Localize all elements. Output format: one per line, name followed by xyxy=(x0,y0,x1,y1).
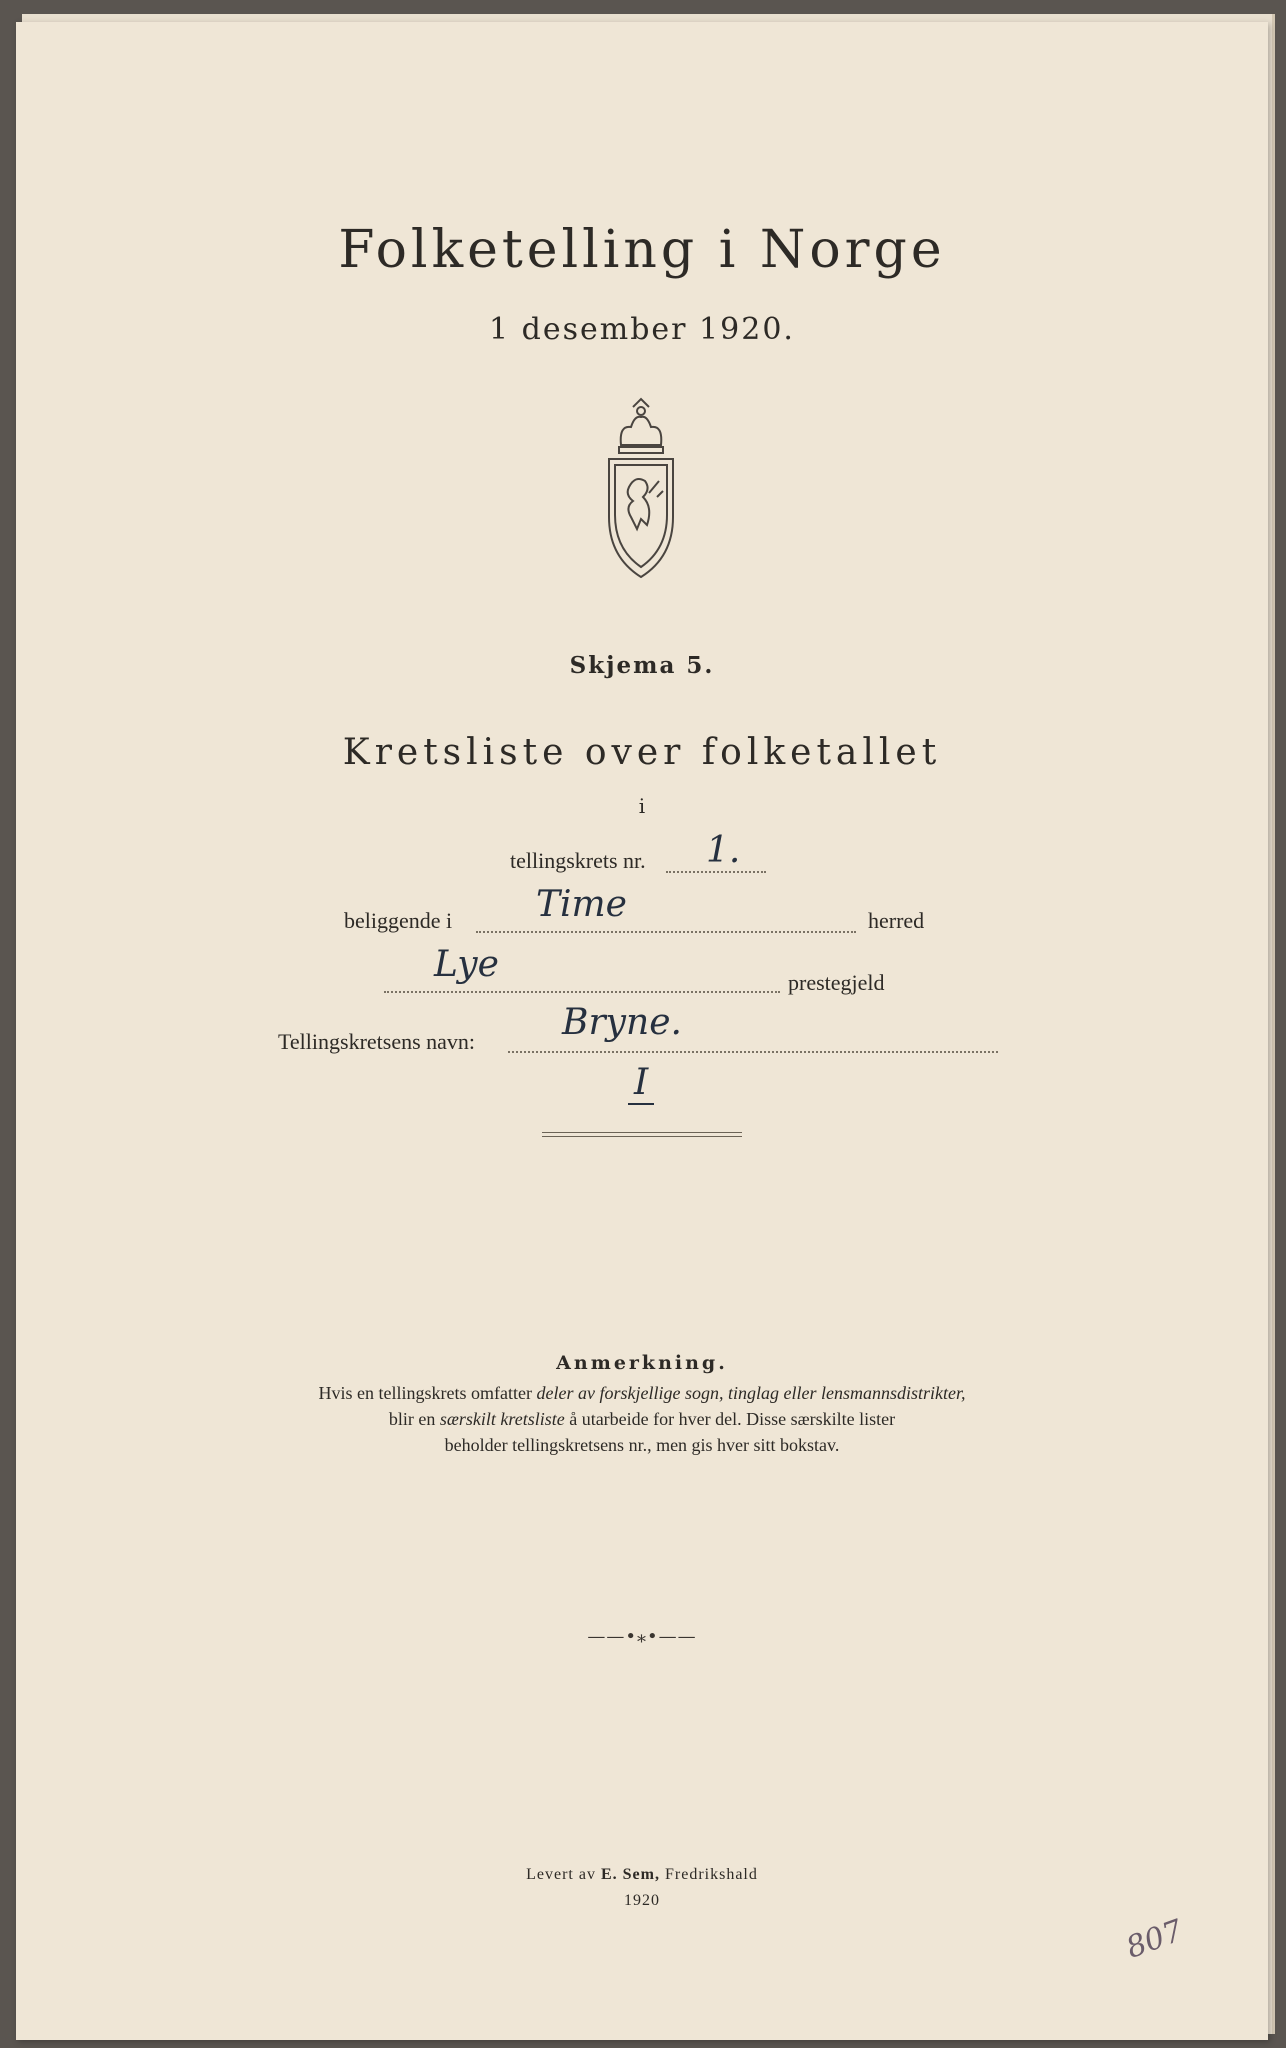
preposition-i: i xyxy=(638,794,646,818)
remark-line-1-text: Hvis en tellingskrets omfatter xyxy=(318,1383,537,1403)
printer-line xyxy=(16,1866,1268,1884)
archive-number: 807 xyxy=(1121,1913,1188,1966)
kretsnavn-label: Tellingskretsens navn: xyxy=(278,1029,476,1054)
remark-line-2 xyxy=(16,1406,1268,1432)
remark-line-2-text-c: å utarbeide for hver del. Disse særskilte lister xyxy=(564,1409,896,1429)
coat-of-arms-icon xyxy=(591,397,691,587)
remark-line-1 xyxy=(16,1380,1268,1406)
beliggende-label: beliggende i xyxy=(344,908,453,933)
prestegjeld-value: Lye xyxy=(434,944,499,985)
kretsnavn-dotline xyxy=(508,1051,998,1053)
divider-top xyxy=(542,1132,742,1133)
document-title: Folketelling i Norge xyxy=(338,220,946,280)
beliggende-dotline xyxy=(476,931,856,933)
printer-year: 1920 xyxy=(624,1892,660,1909)
prestegjeld-dotline xyxy=(384,991,780,993)
printer-place: Fredrikshald xyxy=(659,1866,758,1883)
kretsnavn-value: Bryne. xyxy=(562,1002,682,1043)
beliggende-value: Time xyxy=(536,884,627,925)
tellingskrets-dotline xyxy=(666,871,766,873)
tellingskrets-label: tellingskrets nr. xyxy=(510,848,646,873)
divider-bottom xyxy=(542,1136,742,1137)
remark-line-2-italic: særskilt kretsliste xyxy=(439,1409,565,1429)
remark-heading: Anmerkning. xyxy=(556,1352,728,1374)
printer-prefix: Levert av xyxy=(526,1866,601,1883)
remark-line-2-text-a: blir en xyxy=(388,1409,440,1429)
form-number: Skjema 5. xyxy=(569,652,715,679)
prestegjeld-label: prestegjeld xyxy=(788,970,885,995)
remark-line-1-italic: deler av forskjellige sogn, tinglag eller lensmannsdistrikter, xyxy=(536,1383,966,1403)
printer-name: E. Sem, xyxy=(600,1866,660,1883)
remark-line-3: beholder tellingskretsens nr., men gis hver sitt bokstav. xyxy=(444,1435,840,1455)
document-date: 1 desember 1920. xyxy=(489,312,795,347)
herred-label: herred xyxy=(868,908,925,933)
tellingskrets-value: 1. xyxy=(706,830,741,871)
form-heading: Kretsliste over folketallet xyxy=(342,732,942,773)
ornament: ——•⁎•—— xyxy=(587,1626,697,1647)
census-form-page xyxy=(16,22,1268,2040)
kretsnavn-subvalue: I xyxy=(628,1062,654,1105)
